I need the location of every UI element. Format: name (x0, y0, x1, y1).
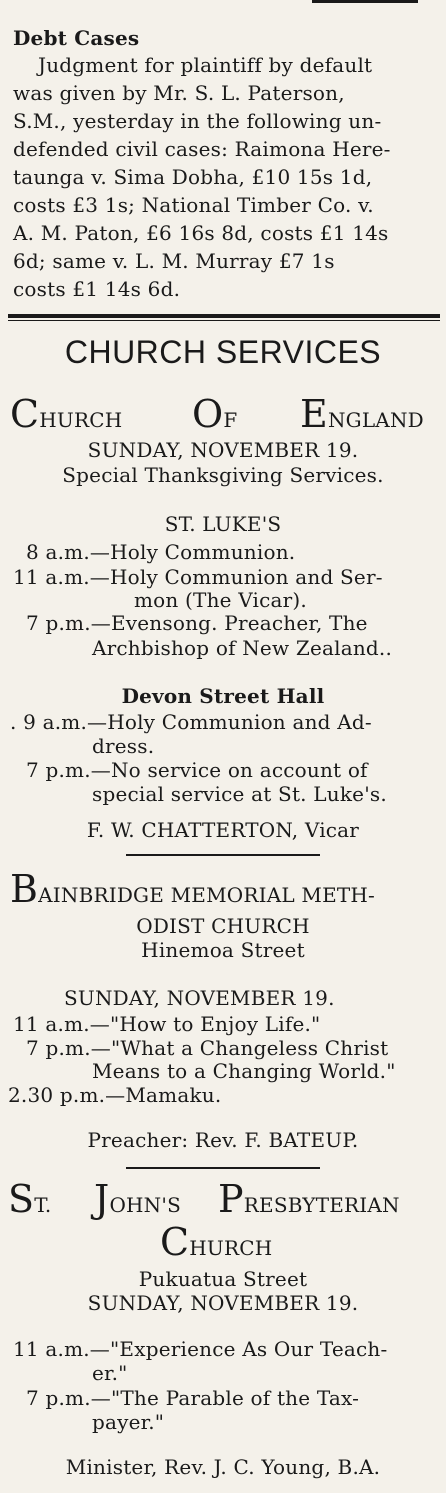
service-line: Archbishop of New Zealand.. (92, 636, 393, 660)
coe-word-church (10, 392, 123, 436)
service-line: 11 a.m.—"How to Enjoy Life." (13, 1012, 321, 1036)
service-line: payer." (92, 1410, 165, 1434)
presbyterian-word-st (8, 1177, 52, 1221)
drop-cap: C (160, 1220, 190, 1264)
presbyterian-street: Pukuatua Street (138, 1267, 308, 1291)
debt-line: was given by Mr. S. L. Paterson, (13, 81, 345, 105)
coe-date: SUNDAY, NOVEMBER 19. (87, 438, 359, 462)
service-line: Means to a Changing World." (92, 1059, 396, 1083)
service-line: 2.30 p.m.—Mamaku. (8, 1083, 222, 1107)
presbyterian-date: SUNDAY, NOVEMBER 19. (87, 1291, 359, 1315)
methodist-street: Hinemoa Street (141, 938, 305, 962)
drop-cap: J (94, 1177, 110, 1221)
divider-rule (8, 314, 440, 318)
presbyterian-word-rest: OHN'S (109, 1193, 181, 1217)
debt-line: 6d; same v. L. M. Murray £7 1s (13, 249, 335, 273)
presbyterian-minister: Minister, Rev. J. C. Young, B.A. (65, 1455, 381, 1479)
methodist-date: SUNDAY, NOVEMBER 19. (64, 986, 335, 1010)
presbyterian-word-johns (94, 1177, 181, 1221)
service-line: 7 p.m.—No service on account of (26, 758, 368, 782)
presbyterian-word-presbyterian (218, 1177, 400, 1221)
service-line: mon (The Vicar). (134, 588, 307, 612)
debt-line: Judgment for plaintiff by default (38, 53, 373, 77)
debt-line: costs £3 1s; National Timber Co. v. (13, 193, 374, 217)
coe-special: Special Thanksgiving Services. (62, 463, 384, 487)
coe-word-of (192, 392, 238, 436)
page-title: CHURCH SERVICES (64, 334, 382, 370)
service-line: 7 p.m.—Evensong. Preacher, The (26, 611, 368, 635)
devon-street-heading: Devon Street Hall (121, 684, 325, 708)
service-line: 8 a.m.—Holy Communion. (26, 540, 296, 564)
methodist-title-rest: AINBRIDGE MEMORIAL METH- (38, 883, 376, 907)
top-rule (312, 0, 418, 3)
debt-line: A. M. Paton, £6 16s 8d, costs £1 14s (13, 221, 389, 245)
st-lukes-heading: ST. LUKE'S (164, 512, 282, 536)
methodist-title-2: ODIST CHURCH (136, 914, 310, 938)
service-line: dress. (92, 734, 155, 758)
debt-line: S.M., yesterday in the following un- (13, 109, 382, 133)
coe-vicar: F. W. CHATTERTON, Vicar (86, 818, 360, 842)
service-line: . 9 a.m.—Holy Communion and Ad- (10, 710, 372, 734)
coe-word-england (300, 392, 424, 436)
drop-cap: B (10, 867, 39, 911)
coe-word-rest: HURCH (39, 408, 123, 432)
drop-cap: P (218, 1177, 244, 1221)
debt-line: taunga v. Sima Dobha, £10 15s 1d, (13, 165, 373, 189)
debt-heading: Debt Cases (13, 26, 140, 50)
debt-line: costs £1 14s 6d. (13, 277, 181, 301)
debt-line: defended civil cases: Raimona Here- (13, 137, 391, 161)
coe-word-rest: F (223, 408, 238, 432)
presbyterian-word-rest: RESBYTERIAN (243, 1193, 400, 1217)
drop-cap: O (192, 392, 224, 436)
service-line: 7 p.m.—"The Parable of the Tax- (26, 1386, 360, 1410)
coe-word-rest: NGLAND (327, 408, 424, 432)
section-rule (126, 854, 320, 856)
drop-cap: S (8, 1177, 35, 1221)
presbyterian-title-rest: HURCH (189, 1236, 273, 1260)
service-line: 11 a.m.—Holy Communion and Ser- (13, 565, 383, 589)
divider-rule (8, 320, 440, 321)
service-line: er." (92, 1361, 128, 1385)
service-line: special service at St. Luke's. (92, 782, 387, 806)
drop-cap: E (300, 392, 328, 436)
presbyterian-word-rest: T. (34, 1193, 52, 1217)
methodist-title (10, 867, 376, 911)
drop-cap: C (10, 392, 40, 436)
section-rule (126, 1167, 320, 1169)
presbyterian-title-2 (160, 1220, 273, 1264)
service-line: 11 a.m.—"Experience As Our Teach- (13, 1337, 388, 1361)
service-line: 7 p.m.—"What a Changeless Christ (26, 1036, 389, 1060)
methodist-preacher: Preacher: Rev. F. BATEUP. (87, 1128, 359, 1152)
